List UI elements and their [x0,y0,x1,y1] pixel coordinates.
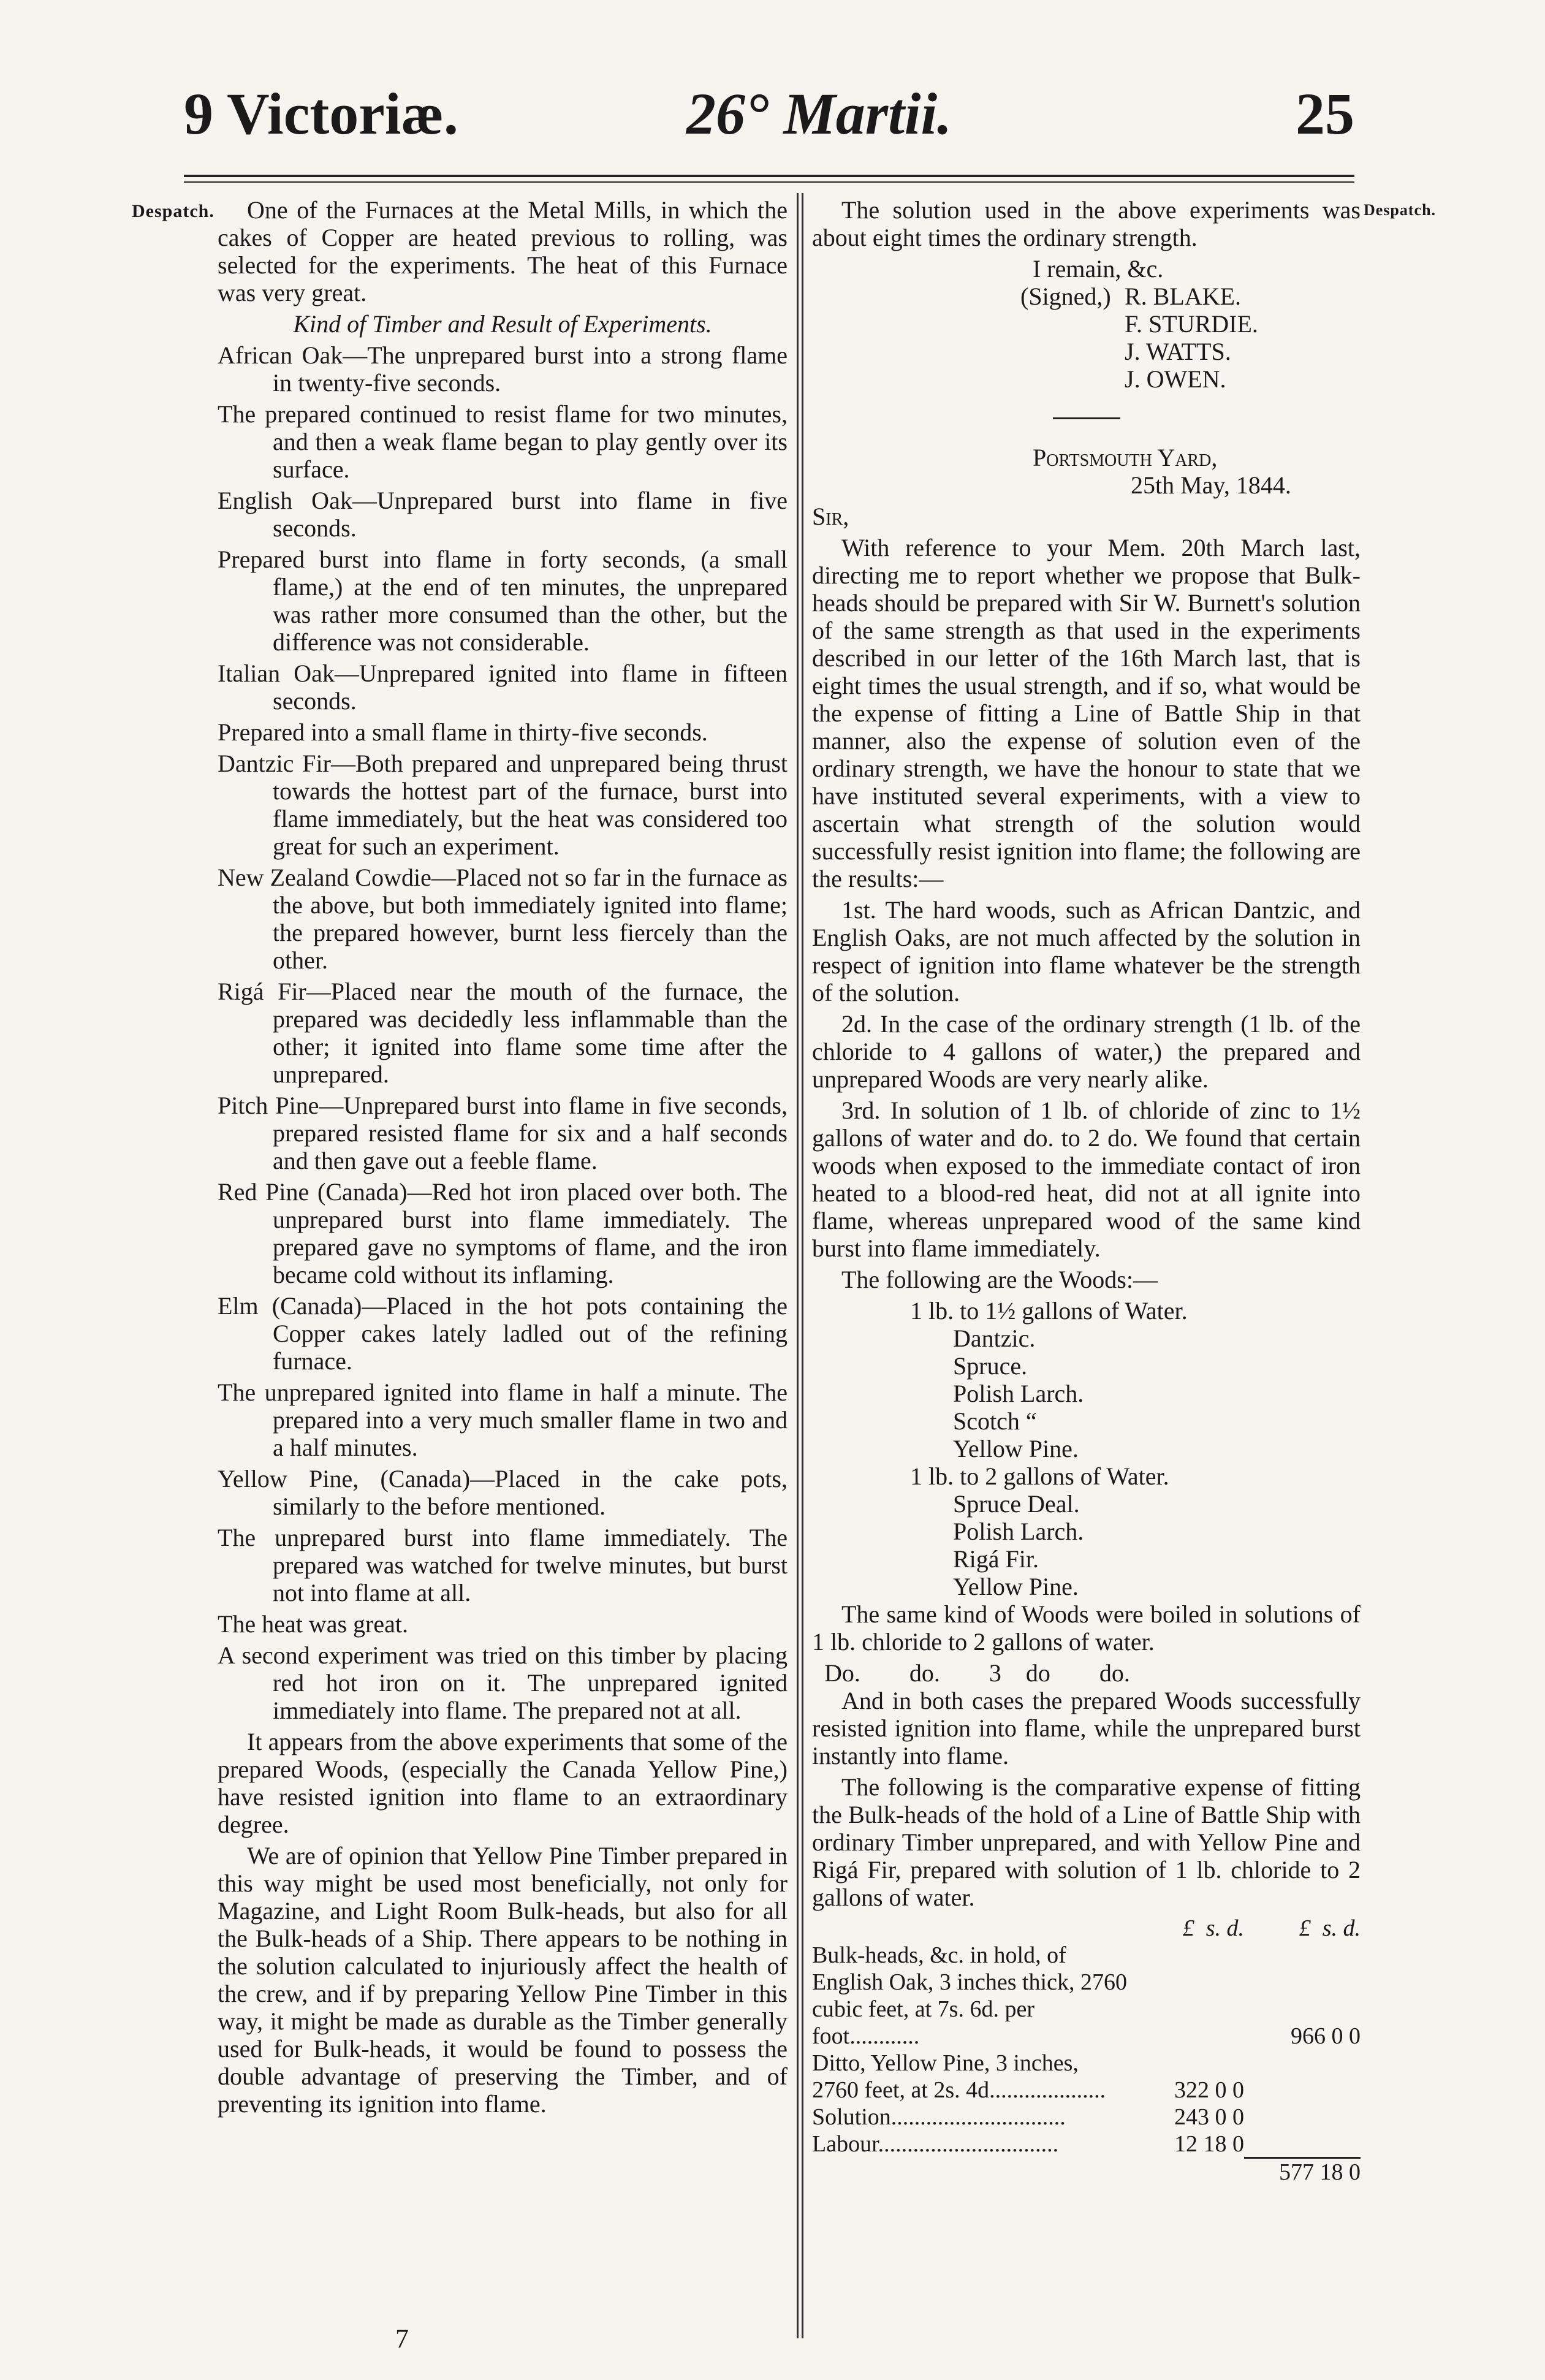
woods-group1-heading: 1 lb. to 1½ gallons of Water. [910,1297,1188,1325]
paragraph-cost: The following is the comparative expense of fitting the Bulk-heads of the hold of a Line of Battle Ship with ordinary Timber unprepared, and with Yellow Pine and Rigá Fir, prepared with solution of 1 lb. chloride to 2 gallons of water. [812,1773,1361,1911]
letter-paragraph: 3rd. In solution of 1 lb. of chloride of zinc to 1½ gallons of water and do. to 2 do. We found that certain woods when exposed to the immediate contact of iron heated to a blood-red heat, did not at all ignite into flame, whereas unprepared wood of the same kind burst into flame immediately. [812,1097,1361,1262]
wood-item: Spruce. [953,1352,1028,1380]
letter-place: Portsmouth Yard, [1033,444,1218,471]
left-paragraph: It appears from the above experiments that some of the prepared Woods, (especially the Canada Yellow Pine,) have resisted ignition into flame to an extraordinary degree. [218,1728,788,1838]
left-paragraph: A second experiment was tried on this timber by placing red hot iron on it. The unprepared ignited immediately into flame. The prepared not at all. [218,1641,788,1724]
wood-item: Dantzic. [953,1325,1036,1352]
woods-group2 [953,1490,1361,1600]
letter-body [812,534,1361,1293]
cost-cell-label [812,2158,1128,2186]
left-paragraph: Dantzic Fir—Both prepared and unprepared being thrust towards the hottest part of the furnace, burst into flame immediately, but the heat was considered too great for such an experiment. [218,750,788,860]
letter-paragraph: The following are the Woods:— [841,1266,1158,1293]
left-paragraph: New Zealand Cowdie—Placed not so far in the furnace as the above, but both immediately ignited into flame; the prepared however, burnt less fiercely than the other. [218,864,788,974]
left-paragraph: Pitch Pine—Unprepared burst into flame in five seconds, prepared resisted flame for six and a half seconds and then gave out a feeble flame. [218,1092,788,1174]
page-number: 25 [1296,81,1354,146]
margin-note-left: Despatch. [132,201,214,221]
header-rule-thin [184,181,1354,183]
left-paragraph: The prepared continued to resist flame for two minutes, and then a weak flame began to play gently over its surface. [218,400,788,483]
cost-cell-b: 577 18 0 [1244,2158,1361,2186]
left-paragraph: Kind of Timber and Result of Experiments. [293,310,712,338]
cost-header-row [812,1915,1361,1942]
cost-cell-a [1128,1942,1244,2050]
left-paragraph: The heat was great. [218,1610,408,1638]
signature-block [1020,255,1361,393]
wood-item: Spruce Deal. [953,1490,1080,1518]
letter-paragraph: 2d. In the case of the ordinary strength (1 lb. of the chloride to 4 gallons of water,) the prepared and unprepared Woods are very nearly alike. [812,1010,1361,1093]
signatory-name: J. OWEN. [1125,365,1226,393]
wood-item: Rigá Fir. [953,1545,1039,1573]
signatory-name: R. BLAKE. [1125,283,1241,310]
left-paragraph: Prepared into a small flame in thirty-five seconds. [218,718,708,746]
cost-cell-label: Solution.............................. [812,2104,1066,2130]
signatory-list [1125,283,1258,393]
left-paragraph: Yellow Pine, (Canada)—Placed in the cake pots, similarly to the before mentioned. [218,1465,788,1520]
cost-row [812,2158,1361,2186]
wood-item: Yellow Pine. [953,1435,1079,1462]
letter-paragraph: With reference to your Mem. 20th March last, directing me to report whether we propose that Bulk-heads should be prepared with Sir W. Burnett's solution of the same strength as that used in the experiments described in our letter of the 16th March last, that is eight times the usual strength, and if so, what would be the expense of fitting a Line of Battle Ship in that manner, also the expense of solution even of the ordinary strength, we have the honour to state that we have instituted several experiments, with a view to ascertain what strength of the solution would successfully resist ignition into flame; the following are the results:— [812,534,1361,892]
left-paragraph: Rigá Fir—Placed near the mouth of the furnace, the prepared was decidedly less inflammable than the other; it ignited into flame some time after the unprepared. [218,978,788,1088]
wood-item: Polish Larch. [953,1518,1084,1545]
do-line: Do. do. 3 do do. [824,1659,1130,1687]
cost-cell-a: 243 0 0 [1174,2104,1244,2130]
cost-header-b: £ s. d. [1299,1915,1361,1941]
left-paragraph: Prepared burst into flame in forty seconds, (a small flame,) at the end of ten minutes, the unprepared was rather more consumed than the other, but the difference was not considerable. [218,546,788,656]
header-regnal-year: 9 Victoriæ. [184,81,458,146]
paragraph-both-cases: And in both cases the prepared Woods successfully resisted ignition into flame, while the unprepared burst instantly into flame. [812,1687,1361,1770]
left-paragraph: The unprepared burst into flame immediately. The prepared was watched for twelve minutes, but burst not into flame at all. [218,1524,788,1606]
left-paragraph: Red Pine (Canada)—Red hot iron placed over both. The unprepared burst into flame immediately. The prepared gave no symptoms of flame, and the iron became cold without its inflaming. [218,1178,788,1288]
left-paragraph: English Oak—Unprepared burst into flame in five seconds. [218,487,788,542]
woods-list [910,1297,1361,1600]
cost-cell-label: Bulk-heads, &c. in hold, of English Oak, 3 inches thick, 2760 cubic feet, at 7s. 6d. per foot............ [812,1942,1127,2049]
cost-row [812,2131,1361,2158]
left-paragraph: One of the Furnaces at the Metal Mills, in which the cakes of Copper are heated previous to rolling, was selected for the experiments. The heat of this Furnace was very great. [218,196,788,306]
cost-row [812,2050,1361,2104]
cost-cell-b [1244,2104,1361,2131]
cost-cell-a: 322 0 0 [1174,2077,1244,2103]
letter-date: 25th May, 1844. [1131,471,1291,499]
page-header [184,80,1354,153]
paragraph-boiled: The same kind of Woods were boiled in solutions of 1 lb. chloride to 2 gallons of water. [812,1600,1361,1656]
header-date: 26° Martii. [686,81,952,146]
cost-cell-b: 966 0 0 [1291,2023,1361,2049]
right-column [812,196,1361,2186]
letter-paragraph: 1st. The hard woods, such as African Dantzic, and English Oaks, are not much affected by the solution in respect of ignition into flame whatever be the strength of the solution. [812,896,1361,1006]
woods-group2-heading: 1 lb. to 2 gallons of Water. [910,1462,1169,1490]
cost-cell-label: Ditto, Yellow Pine, 3 inches, 2760 feet, at 2s. 4d.................... [812,2050,1106,2103]
letter-salutation: Sir, [812,503,849,530]
column-divider-second [802,193,803,2338]
cost-row [812,1942,1361,2050]
left-paragraph: African Oak—The unprepared burst into a strong flame in twenty-five seconds. [218,341,788,397]
cost-table [812,1915,1361,2186]
signature-mark: 7 [395,2324,409,2354]
margin-note-right: Despatch. [1364,201,1437,219]
wood-item: Scotch “ [953,1407,1037,1435]
left-paragraph: The unprepared ignited into flame in half a minute. The prepared into a very much smaller flame in two and a half minutes. [218,1378,788,1461]
column-divider [797,193,799,2338]
header-rule [184,175,1354,177]
wood-item: Polish Larch. [953,1380,1084,1407]
cost-cell-a [1128,2158,1244,2186]
signatory-name: F. STURDIE. [1125,310,1258,338]
signed-label: (Signed,) [1020,283,1111,310]
section-rule [1053,417,1120,419]
left-column [218,196,788,2121]
cost-row [812,2104,1361,2131]
cost-cell-b [1244,2050,1361,2104]
solution-note: The solution used in the above experiments was about eight times the ordinary strength. [812,196,1361,251]
cost-cell-b [1244,2131,1361,2158]
closing: I remain, &c. [1033,255,1164,283]
woods-group1 [953,1325,1361,1462]
cost-cell-a: 12 18 0 [1174,2131,1244,2157]
wood-item: Yellow Pine. [953,1573,1079,1600]
cost-header-a: £ s. d. [1182,1915,1244,1941]
left-paragraph: Elm (Canada)—Placed in the hot pots containing the Copper cakes lately ladled out of the refining furnace. [218,1292,788,1375]
cost-cell-label: Labour............................... [812,2131,1059,2157]
signatory-name: J. WATTS. [1125,338,1231,365]
left-paragraph: Italian Oak—Unprepared ignited into flame in fifteen seconds. [218,660,788,715]
left-paragraph: We are of opinion that Yellow Pine Timber prepared in this way might be used most beneficially, not only for Magazine, and Light Room Bulk-heads, but also for all the Bulk-heads of a Ship. There appears to be nothing in the solution calculated to injuriously affect the health of the crew, and if by preparing Yellow Pine Timber in this way, it might be made as durable as the Timber generally used for Bulk-heads, it would be found to possess the double advantage of preserving the Timber, and of preventing its ignition into flame. [218,1842,788,2118]
